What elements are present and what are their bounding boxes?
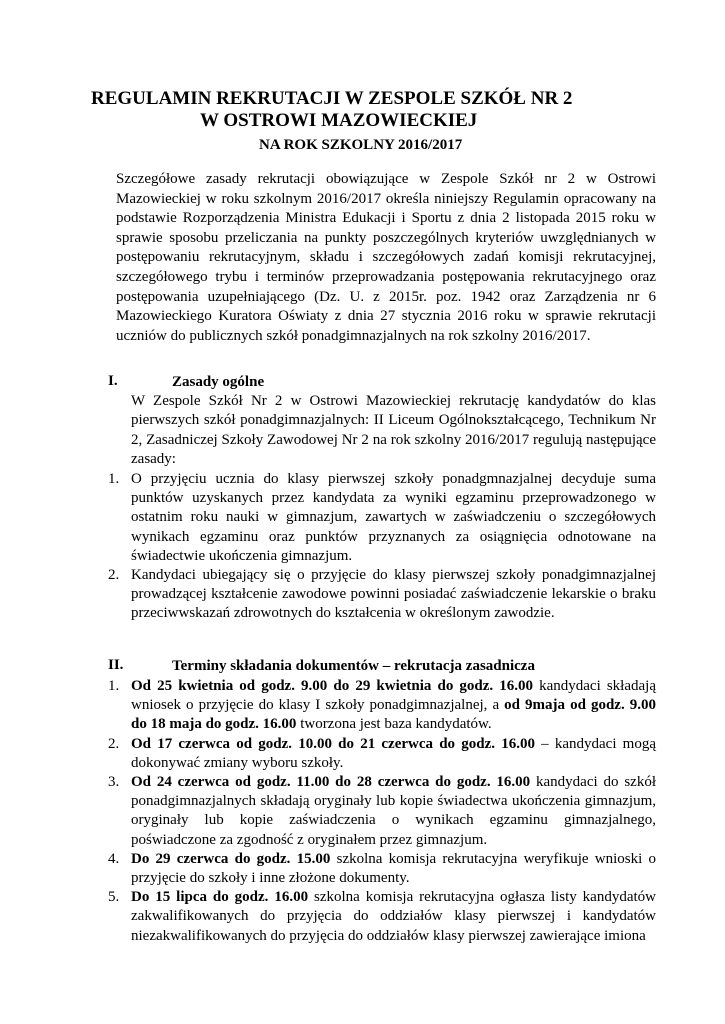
section2-numeral: II. [108,657,124,673]
document-title-line1: REGULAMIN REKRUTACJI W ZESPOLE SZKÓŁ NR 2 [91,88,573,109]
item-date-range: Od 24 czerwca od godz. 11.00 do 28 czerwca do godz. 16.00 [131,774,531,791]
section2-item [108,888,656,946]
section1-item [108,470,656,566]
item-number: 2. [108,735,120,752]
section1-heading: Zasady ogólne [172,374,265,390]
item-text: – kandydaci mogą dokonywać zmiany wyboru szkoły. [131,735,657,771]
item-date-range-2: od 9maja od godz. 9.00 do 18 maja do godz. 16.00 [131,697,656,733]
section2-list [108,677,656,946]
item-number: 2. [108,567,120,584]
intro-paragraph: Szczegółowe zasady rekrutacji obowiązujące w Zespole Szkół nr 2 w Ostrowi Mazowieckiej w roku szkolnym 2016/2017 określa niniejszy Regulamin opracowany na podstawie Rozporządzenia Ministra Edukacji i Sportu z dnia 2 listopada 2015 roku w sprawie sposobu przeliczania na punkty poszczególnych kryteriów uwzględnianych w postępowaniu rekrutacyjnym, składu i szczegółowych zadań komisji rekrutacyjnej, szczegółowego trybu i terminów przeprowadzania postępowania rekrutacyjnego oraz postępowania uzupełniającego (Dz. U. z 2015r. poz. 1942 oraz Zarządzenia nr 6 Mazowieckiego Kuratora Oświaty z dnia 27 stycznia 2016 roku w sprawie rekrutacji uczniów do publicznych szkół ponadgimnazjalnych na rok szkolny 2016/2017. [116,171,656,344]
section2-item [108,735,656,773]
item-number: 5. [108,889,120,906]
item-number: 1. [108,471,120,487]
item-date-range: Do 29 czerwca do godz. 15.00 [131,850,331,867]
section1-item [108,566,656,624]
item-date-range: Od 25 kwietnia od godz. 9.00 do 29 kwietnia do godz. 16.00 [131,678,534,694]
section2-item [108,850,656,888]
item-text: szkolna komisja rekrutacyjna weryfikuje wnioski o przyjęcie do szkoły i inne złożone dokumenty. [131,850,656,887]
item-number: 3. [108,774,120,791]
section2-item [108,677,656,735]
item-text: O przyjęciu ucznia do klasy pierwszej szkoły ponadgmnazjalnej decyduje suma punktów uzyskanych przez kandydata za wyniki egzaminu przeprowadzonego w ostatnim roku nauki w gimnazjum, zawartych w zaświadczeniu o szczegółowych wynikach egzaminu oraz punktów przyznanych za osiągnięcia odnotowane na świadectwie ukończenia gimnazjum. [131,471,656,564]
section1-list [108,470,656,624]
document-title-line2: W OSTROWI MAZOWIECKIEJ [200,110,478,131]
item-text-2: tworzona jest baza kandydatów. [296,716,492,733]
item-number: 1. [108,678,120,694]
document-subtitle: NA ROK SZKOLNY 2016/2017 [259,137,463,153]
item-text: kandydaci składają wniosek o przyjęcie do klasy I szkoły ponadgimnazjalnej, a [131,678,656,714]
item-text: Kandydaci ubiegający się o przyjęcie do klasy pierwszej szkoły ponadgimnazjalnej prowadzącej kształcenie zawodowe powinni posiadać zaświadczenie lekarskie o braku przeciwwskazań zdrowotnych do kształcenia w określonym zawodzie. [131,567,656,622]
section1-lead: W Zespole Szkół Nr 2 w Ostrowi Mazowieckiej rekrutację kandydatów do klas pierwszych szkół ponadgimnazjalnych: II Liceum Ogólnokształcącego, Technikum Nr 2, Zasadniczej Szkoły Zawodowej Nr 2 na rok szkolny 2016/2017 regulują następujące zasady: [131,393,656,468]
item-text: szkolna komisja rekrutacyjna ogłasza listy kandydatów zakwalifikowanych do przyjęcia do oddziałów klasy pierwszej i kandydatów niezakwalifikowanych do przyjęcia do oddziałów klasy pierwszej zawierające imiona [131,889,656,944]
item-date-range: Od 17 czerwca od godz. 10.00 do 21 czerwca do godz. 16.00 [131,735,535,752]
item-date-range: Do 15 lipca do godz. 16.00 [131,889,309,906]
item-text: kandydaci do szkół ponadgimnazjalnych składają oryginały lub kopie świadectwa ukończenia gimnazjum, oryginały lub kopie zaświadczenia o wynikach egzaminu gimnazjalnego, poświadczone za zgodność z oryginałem przez gimnazjum. [131,774,656,848]
section2-item [108,773,656,850]
section2-heading: Terminy składania dokumentów – rekrutacja zasadnicza [172,658,535,674]
section1-numeral: I. [108,373,118,389]
item-number: 4. [108,850,120,867]
